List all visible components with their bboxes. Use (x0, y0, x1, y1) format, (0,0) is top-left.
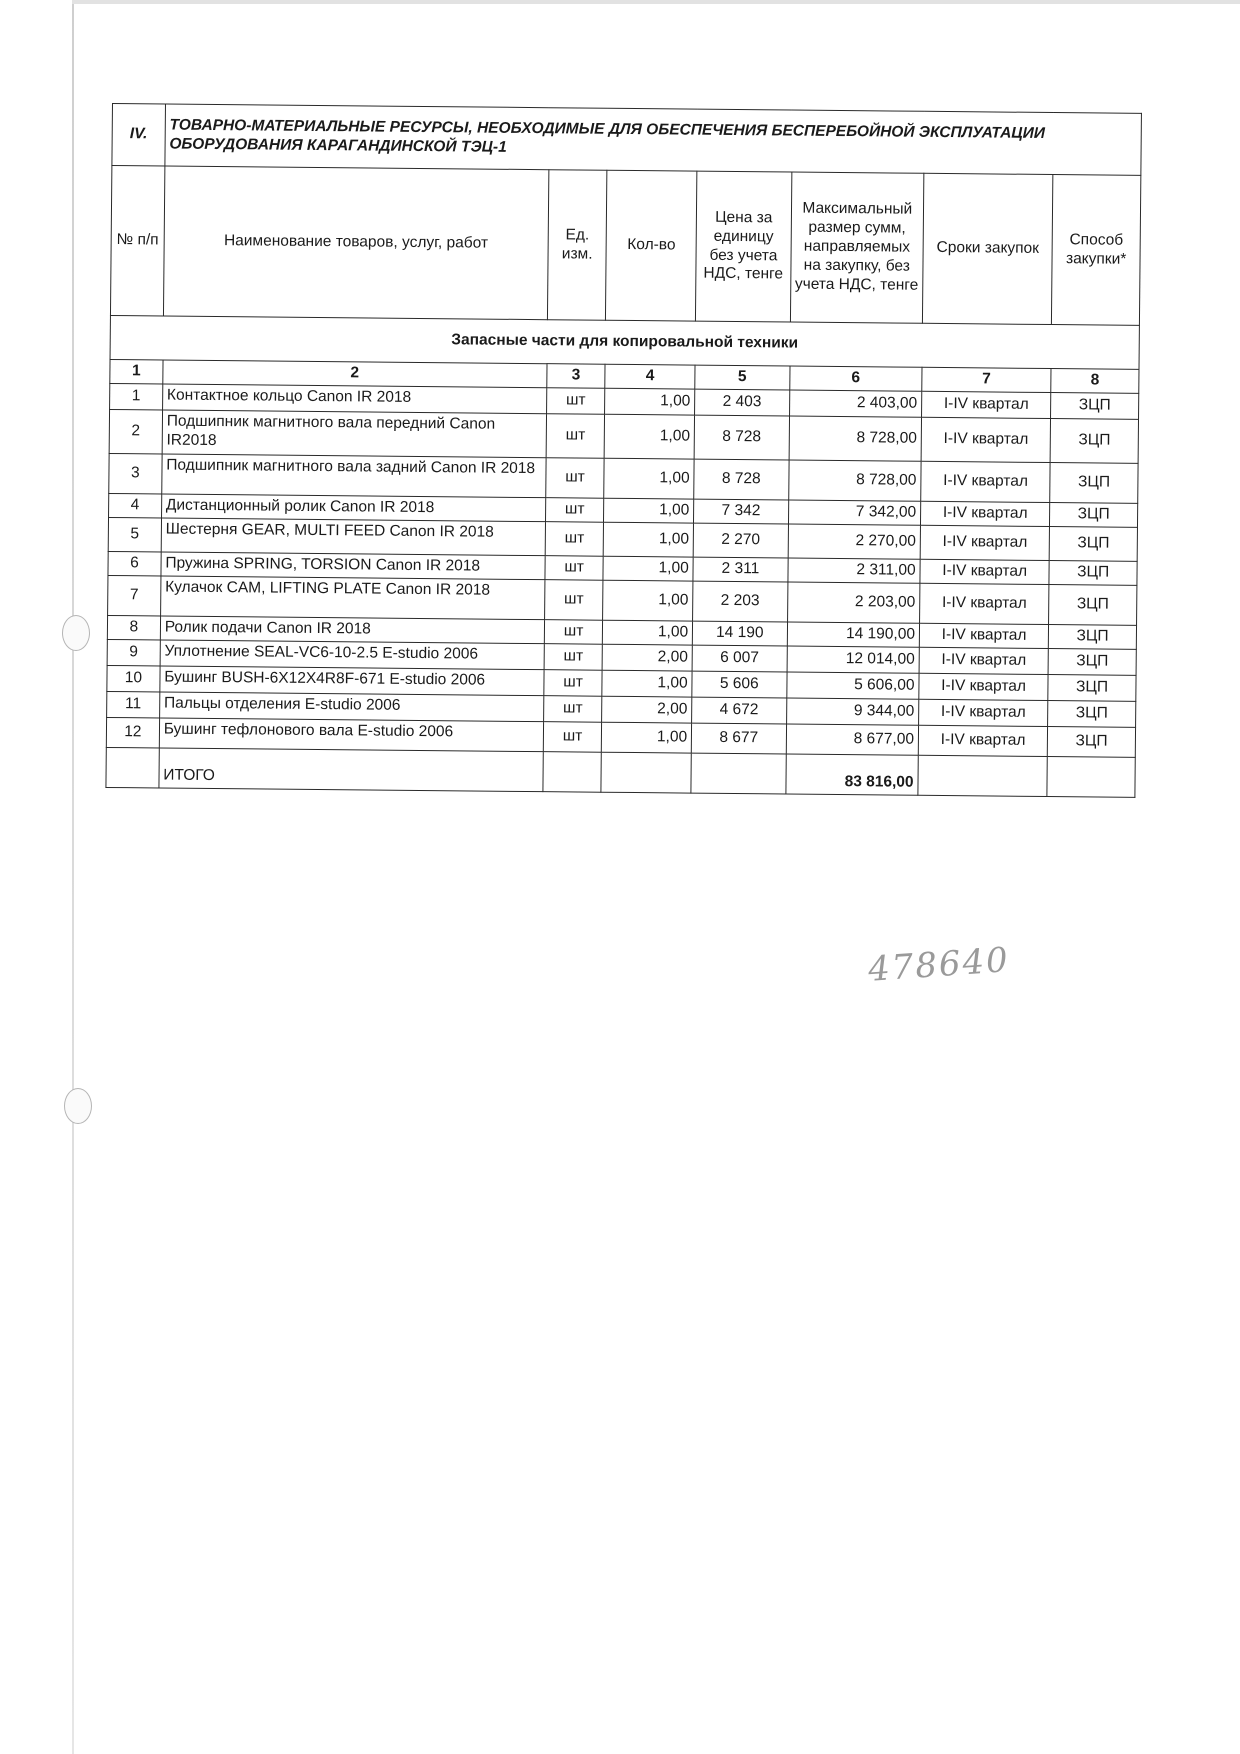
procurement-table (105, 103, 1142, 798)
col-index: 7 (922, 367, 1051, 392)
item-method: ЗЦП (1048, 674, 1136, 701)
item-price: 2 270 (693, 523, 788, 558)
col-index: 3 (547, 364, 606, 388)
item-qty: 2,00 (602, 644, 692, 671)
item-unit: шт (544, 669, 603, 696)
item-sum: 2 270,00 (788, 524, 921, 559)
total-row (106, 747, 1135, 797)
item-name: Пружина SPRING, TORSION Canon IR 2018 (161, 552, 545, 580)
col-index: 4 (605, 364, 695, 389)
total-empty-cell (691, 753, 786, 794)
item-period: I-IV квартал (919, 647, 1048, 674)
item-price: 8 728 (694, 459, 789, 500)
item-sum: 8 677,00 (786, 724, 919, 755)
header-row (110, 166, 1140, 326)
item-price: 14 190 (693, 621, 788, 646)
row-number: 6 (108, 551, 161, 576)
item-name: Подшипник магнитного вала передний Canon IR2018 (162, 410, 547, 458)
item-price: 7 342 (694, 499, 789, 524)
item-period: I-IV квартал (920, 525, 1049, 560)
item-qty: 1,00 (604, 458, 694, 499)
item-method: ЗЦП (1048, 726, 1136, 757)
col-index: 2 (163, 360, 547, 388)
item-name: Подшипник магнитного вала задний Canon IR 2018 (162, 454, 547, 498)
item-method: ЗЦП (1050, 418, 1138, 463)
total-empty-cell (1047, 756, 1135, 797)
item-qty: 1,00 (603, 556, 693, 581)
row-number: 9 (107, 639, 160, 666)
item-price: 2 203 (693, 581, 788, 622)
item-price: 2 403 (695, 389, 790, 416)
row-number: 3 (109, 453, 162, 494)
col-header-price: Цена за единицу без учета НДС, тенге (696, 171, 792, 322)
item-sum: 2 203,00 (787, 582, 920, 623)
item-qty: 1,00 (603, 580, 693, 621)
total-label: ИТОГО (159, 748, 544, 792)
item-name: Шестерня GEAR, MULTI FEED Canon IR 2018 (161, 518, 545, 556)
item-period: I-IV квартал (919, 673, 1048, 700)
item-unit: шт (546, 388, 605, 415)
item-period: I-IV квартал (919, 623, 1048, 648)
item-method: ЗЦП (1050, 502, 1138, 527)
item-unit: шт (544, 695, 603, 722)
item-qty: 1,00 (603, 620, 693, 645)
item-period: I-IV квартал (921, 417, 1051, 462)
item-method: ЗЦП (1049, 526, 1137, 561)
item-period: I-IV квартал (919, 699, 1048, 726)
item-method: ЗЦП (1049, 560, 1137, 585)
subsection-title: Запасные части для копировальной техники (110, 315, 1139, 369)
total-value: 83 816,00 (785, 754, 918, 795)
row-number: 4 (109, 493, 162, 517)
item-method: ЗЦП (1048, 700, 1136, 727)
handwritten-note: 478640 (866, 940, 1012, 990)
item-period: I-IV квартал (921, 461, 1051, 502)
total-empty-cell (543, 751, 602, 792)
item-unit: шт (543, 721, 602, 752)
item-name: Бушинг BUSH-6X12X4R8F-671 E-studio 2006 (160, 666, 544, 696)
item-name: Уплотнение SEAL-VC6-10-2.5 E-studio 2006 (160, 640, 544, 670)
total-empty-cell (106, 747, 159, 788)
item-sum: 7 342,00 (788, 500, 921, 525)
col-index: 8 (1051, 369, 1139, 394)
item-name: Пальцы отделения E-studio 2006 (159, 692, 543, 722)
item-period: I-IV квартал (918, 725, 1047, 756)
col-header-method: Способ закупки* (1052, 175, 1141, 326)
row-number: 11 (107, 691, 160, 718)
total-empty-cell (601, 752, 691, 793)
item-sum: 5 606,00 (786, 672, 919, 699)
row-number: 12 (106, 717, 159, 748)
row-number: 2 (109, 409, 162, 454)
item-unit: шт (545, 498, 604, 522)
item-sum: 8 728,00 (788, 460, 921, 501)
item-qty: 1,00 (602, 722, 692, 753)
item-period: I-IV квартал (922, 391, 1051, 418)
table-body (106, 383, 1138, 757)
item-unit: шт (546, 458, 605, 499)
col-header-qty: Кол-во (606, 170, 697, 321)
item-qty: 1,00 (604, 414, 694, 459)
item-qty: 1,00 (602, 670, 692, 697)
item-name: Бушинг тефлонового вала E-studio 2006 (159, 718, 543, 752)
item-method: ЗЦП (1051, 392, 1139, 419)
item-price: 4 672 (692, 697, 787, 724)
item-name: Контактное кольцо Canon IR 2018 (162, 384, 546, 414)
item-unit: шт (544, 643, 603, 670)
item-sum: 2 311,00 (787, 558, 920, 583)
item-price: 5 606 (692, 671, 787, 698)
item-sum: 8 728,00 (789, 416, 922, 461)
row-number: 8 (107, 615, 160, 640)
item-unit: шт (544, 579, 603, 620)
item-method: ЗЦП (1049, 584, 1137, 625)
item-name: Ролик подачи Canon IR 2018 (160, 616, 544, 644)
scan-edge-top (72, 0, 1240, 4)
row-number: 7 (108, 575, 161, 616)
row-number: 1 (110, 383, 163, 410)
col-index: 5 (695, 365, 790, 390)
item-name: Кулачок CAM, LIFTING PLATE Canon IR 2018 (160, 576, 545, 620)
item-qty: 1,00 (604, 522, 694, 557)
row-number: 5 (108, 517, 161, 552)
item-sum: 14 190,00 (787, 622, 920, 647)
item-price: 8 728 (694, 415, 789, 460)
item-unit: шт (545, 555, 604, 580)
col-index: 6 (789, 366, 922, 391)
item-period: I-IV квартал (920, 559, 1049, 584)
col-header-max-sum: Максимальный размер сумм, направляемых на закупку, без учета НДС, тенге (790, 172, 924, 323)
row-number: 10 (107, 665, 160, 692)
col-index: 1 (110, 359, 163, 383)
item-price: 6 007 (692, 645, 787, 672)
col-header-name: Наименование товаров, услуг, работ (163, 166, 549, 320)
section-title: ТОВАРНО-МАТЕРИАЛЬНЫЕ РЕСУРСЫ, НЕОБХОДИМЫЕ ДЛЯ ОБЕСПЕЧЕНИЯ БЕСПЕРЕБОЙНОЙ ЭКСПЛУАТАЦИИ ОБОРУДОВАНИЯ КАРАГАНДИНСКОЙ ТЭЦ-1 (165, 104, 1142, 175)
item-method: ЗЦП (1048, 648, 1136, 675)
col-header-period: Сроки закупок (922, 173, 1053, 324)
punch-hole (64, 1088, 92, 1124)
item-name: Дистанционный ролик Canon IR 2018 (161, 494, 545, 522)
item-sum: 12 014,00 (787, 646, 920, 673)
item-sum: 9 344,00 (786, 698, 919, 725)
item-sum: 2 403,00 (789, 390, 922, 417)
item-unit: шт (544, 619, 603, 644)
total-empty-cell (918, 755, 1048, 796)
item-period: I-IV квартал (921, 501, 1050, 526)
item-price: 8 677 (691, 723, 786, 754)
item-period: I-IV квартал (920, 583, 1050, 624)
item-qty: 1,00 (604, 498, 694, 523)
col-header-unit: Ед. изм. (547, 170, 607, 321)
section-number: IV. (112, 104, 165, 167)
item-method: ЗЦП (1050, 462, 1138, 503)
item-price: 2 311 (693, 557, 788, 582)
col-header-num: № п/п (110, 166, 164, 316)
item-qty: 1,00 (605, 388, 695, 415)
item-unit: шт (545, 521, 604, 556)
punch-hole (62, 615, 90, 651)
item-method: ЗЦП (1049, 624, 1137, 649)
item-qty: 2,00 (602, 696, 692, 723)
scan-edge (72, 0, 74, 1754)
item-unit: шт (546, 414, 605, 459)
document-page (105, 103, 1142, 798)
